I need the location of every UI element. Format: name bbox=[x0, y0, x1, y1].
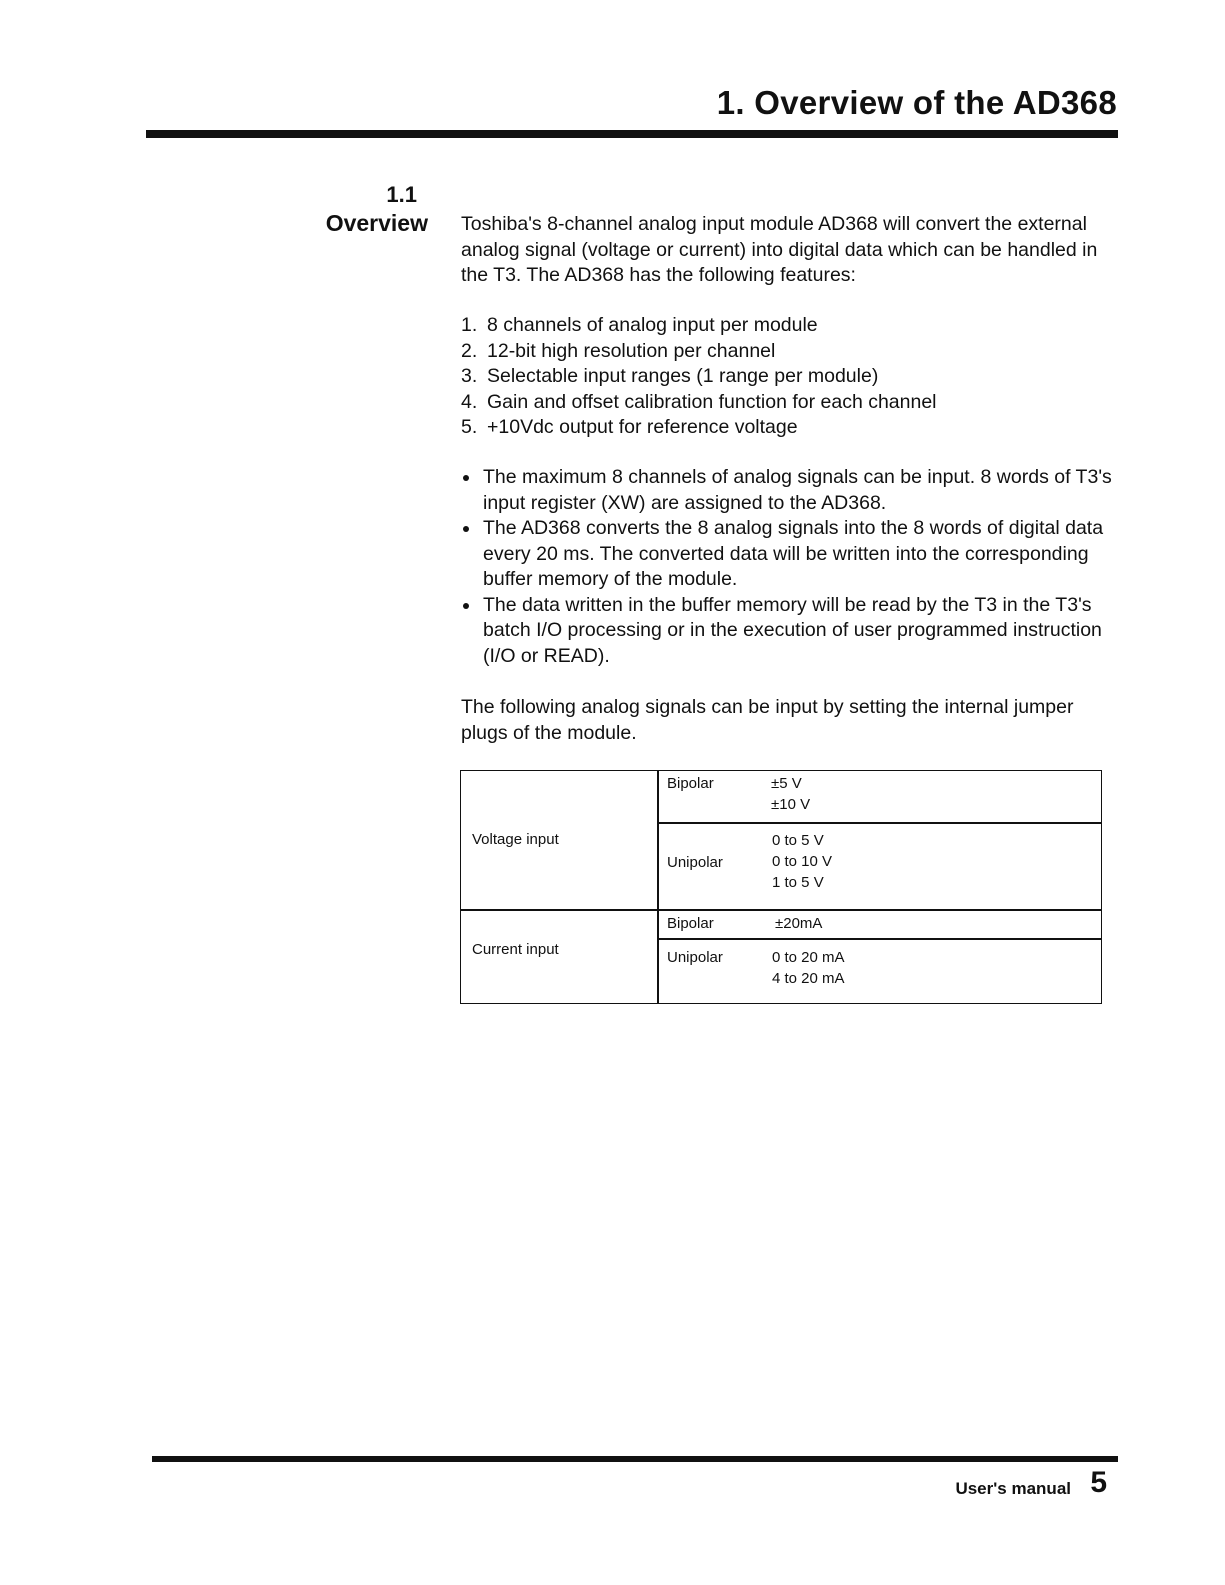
range-value: ±5 V bbox=[771, 775, 802, 792]
range-value: 1 to 5 V bbox=[772, 874, 824, 891]
feature-item: 3. Selectable input ranges (1 range per module) bbox=[461, 365, 879, 387]
following-paragraph: The following analog signals can be input by setting the internal jumper plugs of the module. bbox=[461, 696, 1074, 744]
current-bipolar-label: Bipolar bbox=[667, 915, 714, 932]
table-divider bbox=[657, 822, 1101, 824]
range-value: 0 to 5 V bbox=[772, 832, 824, 849]
bullet-item: The data written in the buffer memory will be read by the T3 in the T3's batch I/O processing or in the execution of user programmed instruction (I/O or READ). bbox=[461, 593, 1121, 670]
table-divider bbox=[461, 909, 1101, 911]
bullet-icon bbox=[463, 603, 469, 609]
range-value: 4 to 20 mA bbox=[772, 970, 845, 987]
feature-item: 4. Gain and offset calibration function for each channel bbox=[461, 390, 937, 413]
bullet-list bbox=[461, 465, 1121, 669]
range-value: 0 to 10 V bbox=[772, 853, 833, 870]
bullet-item: The AD368 converts the 8 analog signals into the 8 words of digital data every 20 ms. The converted data will be written into the corresponding buffer memory of the module. bbox=[461, 516, 1121, 593]
current-input-label: Current input bbox=[472, 941, 559, 958]
bullet-icon bbox=[463, 475, 469, 481]
header-rule bbox=[146, 130, 1118, 138]
range-value: ±10 V bbox=[771, 796, 811, 813]
signal-range-table bbox=[460, 770, 1102, 1004]
chapter-title: 1. Overview of the AD368 bbox=[716, 84, 1117, 121]
feature-item: 5. +10Vdc output for reference voltage bbox=[461, 416, 798, 438]
table-divider bbox=[657, 938, 1101, 940]
footer-label: User's manual bbox=[955, 1479, 1071, 1498]
section-title: Overview bbox=[325, 210, 428, 236]
voltage-bipolar-label: Bipolar bbox=[667, 775, 714, 792]
page-number: 5 bbox=[1090, 1466, 1107, 1499]
table-divider bbox=[657, 771, 659, 1003]
feature-item: 1. 8 channels of analog input per module bbox=[461, 314, 818, 336]
feature-item: 2. 12-bit high resolution per channel bbox=[461, 339, 776, 362]
voltage-input-label: Voltage input bbox=[472, 831, 559, 848]
footer-rule bbox=[152, 1456, 1118, 1462]
feature-list bbox=[461, 313, 1121, 441]
range-value: ±20mA bbox=[775, 915, 823, 932]
bullet-item: The maximum 8 channels of analog signals can be input. 8 words of T3's input register (XW) are assigned to the AD368. bbox=[461, 465, 1121, 516]
bullet-icon bbox=[463, 526, 469, 532]
range-value: 0 to 20 mA bbox=[772, 949, 845, 966]
intro-paragraph: Toshiba's 8-channel analog input module AD368 will convert the external analog signal (voltage or current) into digital data which can be handled in the T3. The AD368 has the following features: bbox=[461, 213, 1098, 286]
voltage-unipolar-label: Unipolar bbox=[667, 854, 723, 871]
current-unipolar-label: Unipolar bbox=[667, 949, 723, 966]
section-number: 1.1 bbox=[386, 182, 417, 207]
